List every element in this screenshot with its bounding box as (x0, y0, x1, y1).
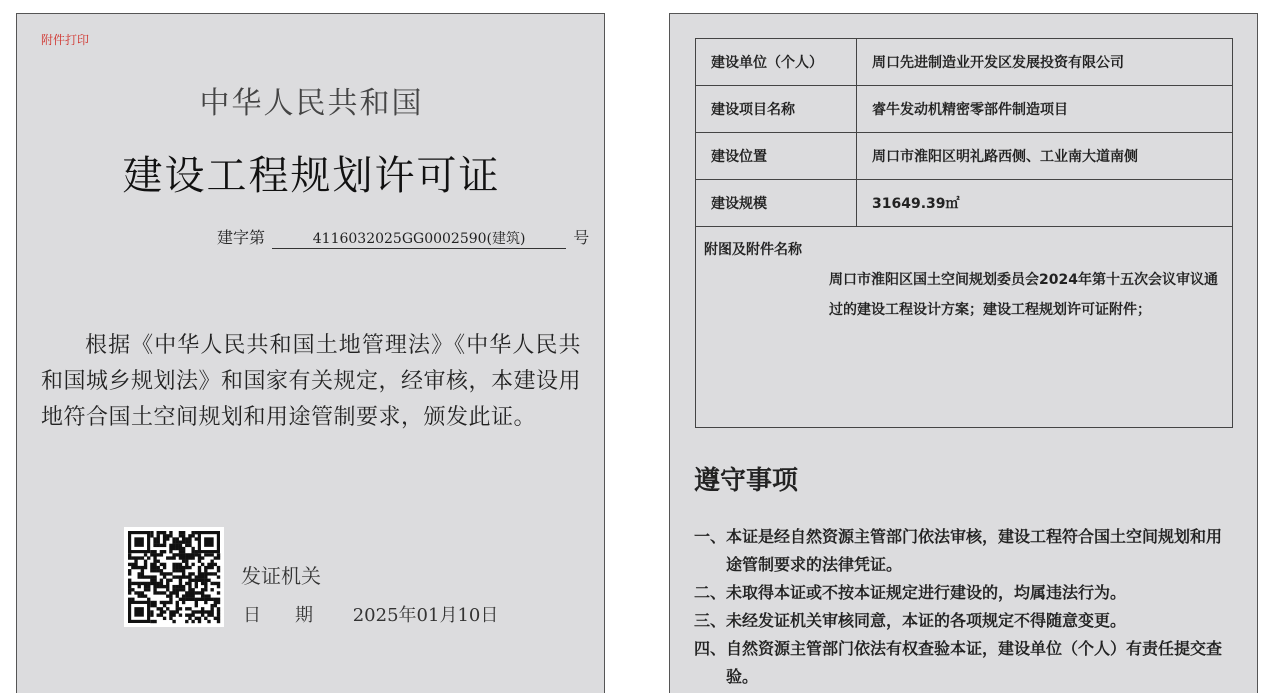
date-value: 2025年01月10日 (352, 605, 499, 626)
list-item: 四、自然资源主管部门依法有权查验本证，建设单位（个人）有责任提交查验。 (694, 639, 1223, 686)
certificate-number-line (217, 225, 589, 249)
date-label: 日期 (243, 605, 347, 626)
table-row (696, 180, 1233, 227)
country-name: 中华人民共和国 (199, 86, 424, 121)
row-key: 建设项目名称 (696, 86, 857, 133)
row-value: 31649.39㎡ (857, 180, 1233, 227)
list-item: 三、未经发证机关审核同意，本证的各项规定不得随意变更。 (694, 611, 1127, 630)
print-attachment-link[interactable]: 附件打印 (41, 33, 90, 47)
issuing-authority-label: 发证机关 (241, 564, 321, 588)
attachment-label: 附图及附件名称 (704, 242, 802, 258)
attachment-content: 周口市淮阳区国土空间规划委员会2024年第十五次会议审议通过的建设工程设计方案；建设工程规划许可证附件； (829, 272, 1218, 318)
row-key: 建设规模 (696, 180, 857, 227)
row-key: 建设位置 (696, 133, 857, 180)
table-row (696, 39, 1233, 86)
certificate-body-text: 根据《中华人民共和国土地管理法》《中华人民共和国城乡规划法》和国家有关规定，经审核，本建设用地符合国土空间规划和用途管制要求，颁发此证。 (41, 333, 582, 430)
cert-prefix: 建字第 (217, 228, 266, 247)
row-value: 睿牛发动机精密零部件制造项目 (857, 86, 1233, 133)
certificate-details-page (669, 13, 1258, 693)
attachment-section (695, 227, 1233, 428)
certificate-title: 建设工程规划许可证 (122, 153, 501, 199)
notes-title: 遵守事项 (694, 466, 799, 496)
project-info-table (695, 38, 1233, 227)
row-value: 周口先进制造业开发区发展投资有限公司 (857, 39, 1233, 86)
issue-date (243, 601, 498, 627)
table-row (696, 86, 1233, 133)
list-item: 一、本证是经自然资源主管部门依法审核，建设工程符合国土空间规划和用途管制要求的法律凭证。 (694, 527, 1223, 574)
notes-list (694, 523, 1234, 691)
list-item: 二、未取得本证或不按本证规定进行建设的，均属违法行为。 (694, 583, 1127, 602)
cert-suffix: 号 (573, 228, 590, 247)
row-key: 建设单位（个人） (696, 39, 857, 86)
table-row (696, 133, 1233, 180)
row-value: 周口市淮阳区明礼路西侧、工业南大道南侧 (857, 133, 1233, 180)
certificate-number: 4116032025GG0002590(建筑) (272, 228, 566, 249)
qr-code-icon (124, 527, 224, 627)
certificate-front-page (16, 13, 605, 693)
